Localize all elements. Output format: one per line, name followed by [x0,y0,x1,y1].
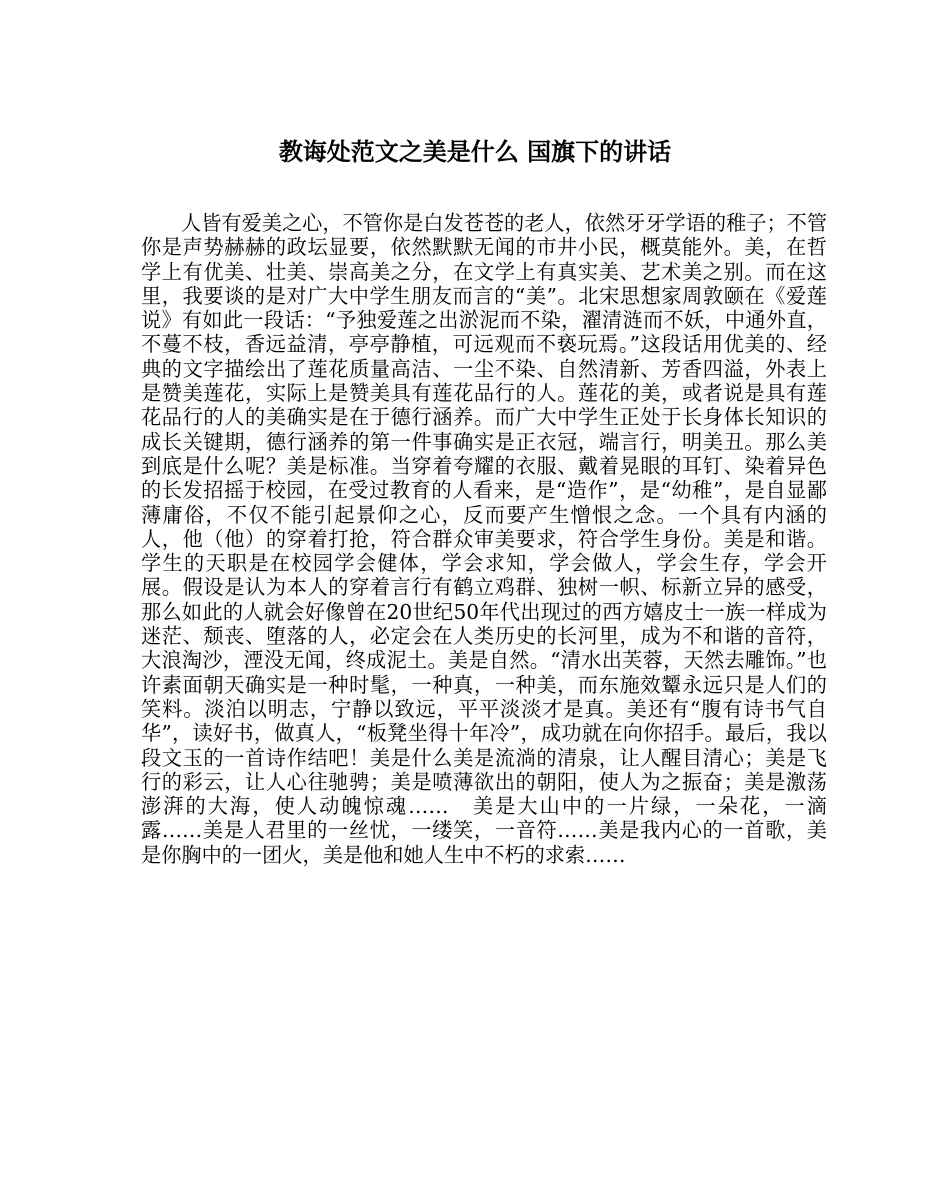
document-title: 教诲处范文之美是什么 国旗下的讲话 [278,137,672,166]
document-body-paragraph: 人皆有爱美之心，不管你是白发苍苍的老人，依然牙牙学语的稚子；不管你是声势赫赫的政坛显要，依然默默无闻的市井小民，概莫能外。美，在哲学上有优美、壮美、崇高美之分，在文学上有真实美、艺术美之别。而在这里，我要谈的是对广大中学生朋友而言的“美”。北宋思想家周敦颐在《爱莲说》有如此一段话：“予独爱莲之出淤泥而不染，濯清涟而不妖，中通外直，不蔓不枝，香远益清，亭亭静植，可远观而不亵玩焉。”这段话用优美的、经典的文字描绘出了莲花质量高洁、一尘不染、自然清新、芳香四溢，外表上是赞美莲花，实际上是赞美具有莲花品行的人。莲花的美，或者说是具有莲花品行的人的美确实是在于德行涵养。而广大中学生正处于长身体长知识的成长关键期，德行涵养的第一件事确实是正衣冠，端言行，明美丑。那么美到底是什么呢？美是标准。当穿着夸耀的衣服、戴着晃眼的耳钉、染着异色的长发招摇于校园，在受过教育的人看来，是“造作”，是“幼稚”，是自显鄙薄庸俗，不仅不能引起景仰之心，反而要产生憎恨之念。一个具有内涵的人，他（他）的穿着打抢，符合群众审美要求，符合学生身份。美是和谐。学生的天职是在校园学会健体，学会求知，学会做人，学会生存，学会开展。假设是认为本人的穿着言行有鹤立鸡群、独树一帜、标新立异的感受，那么如此的人就会好像曾在20世纪50年代出现过的西方嬉皮士一族一样成为迷茫、颓丧、堕落的人，必定会在人类历史的长河里，成为不和谐的音符，大浪淘沙，湮没无闻，终成泥土。美是自然。“清水出芙蓉，天然去雕饰。”也许素面朝天确实是一种时髦，一种真，一种美，而东施效颦永远只是人们的笑料。淡泊以明志，宁静以致远，平平淡淡才是真。美还有“腹有诗书气自华”，读好书，做真人，“板凳坐得十年冷”，成功就在向你招手。最后，我以段文玉的一首诗作结吧！美是什么美是流淌的清泉，让人醒目清心；美是飞行的彩云，让人心往驰骋；美是喷薄欲出的朝阳，使人为之振奋；美是激荡澎湃的大海，使人动魄惊魂…… 美是大山中的一片绿，一朵花，一滴露……美是人君里的一丝忧，一缕笑，一音符……美是我内心的一首歌，美是你胸中的一团火，美是他和她人生中不朽的求索…… [141,211,828,867]
